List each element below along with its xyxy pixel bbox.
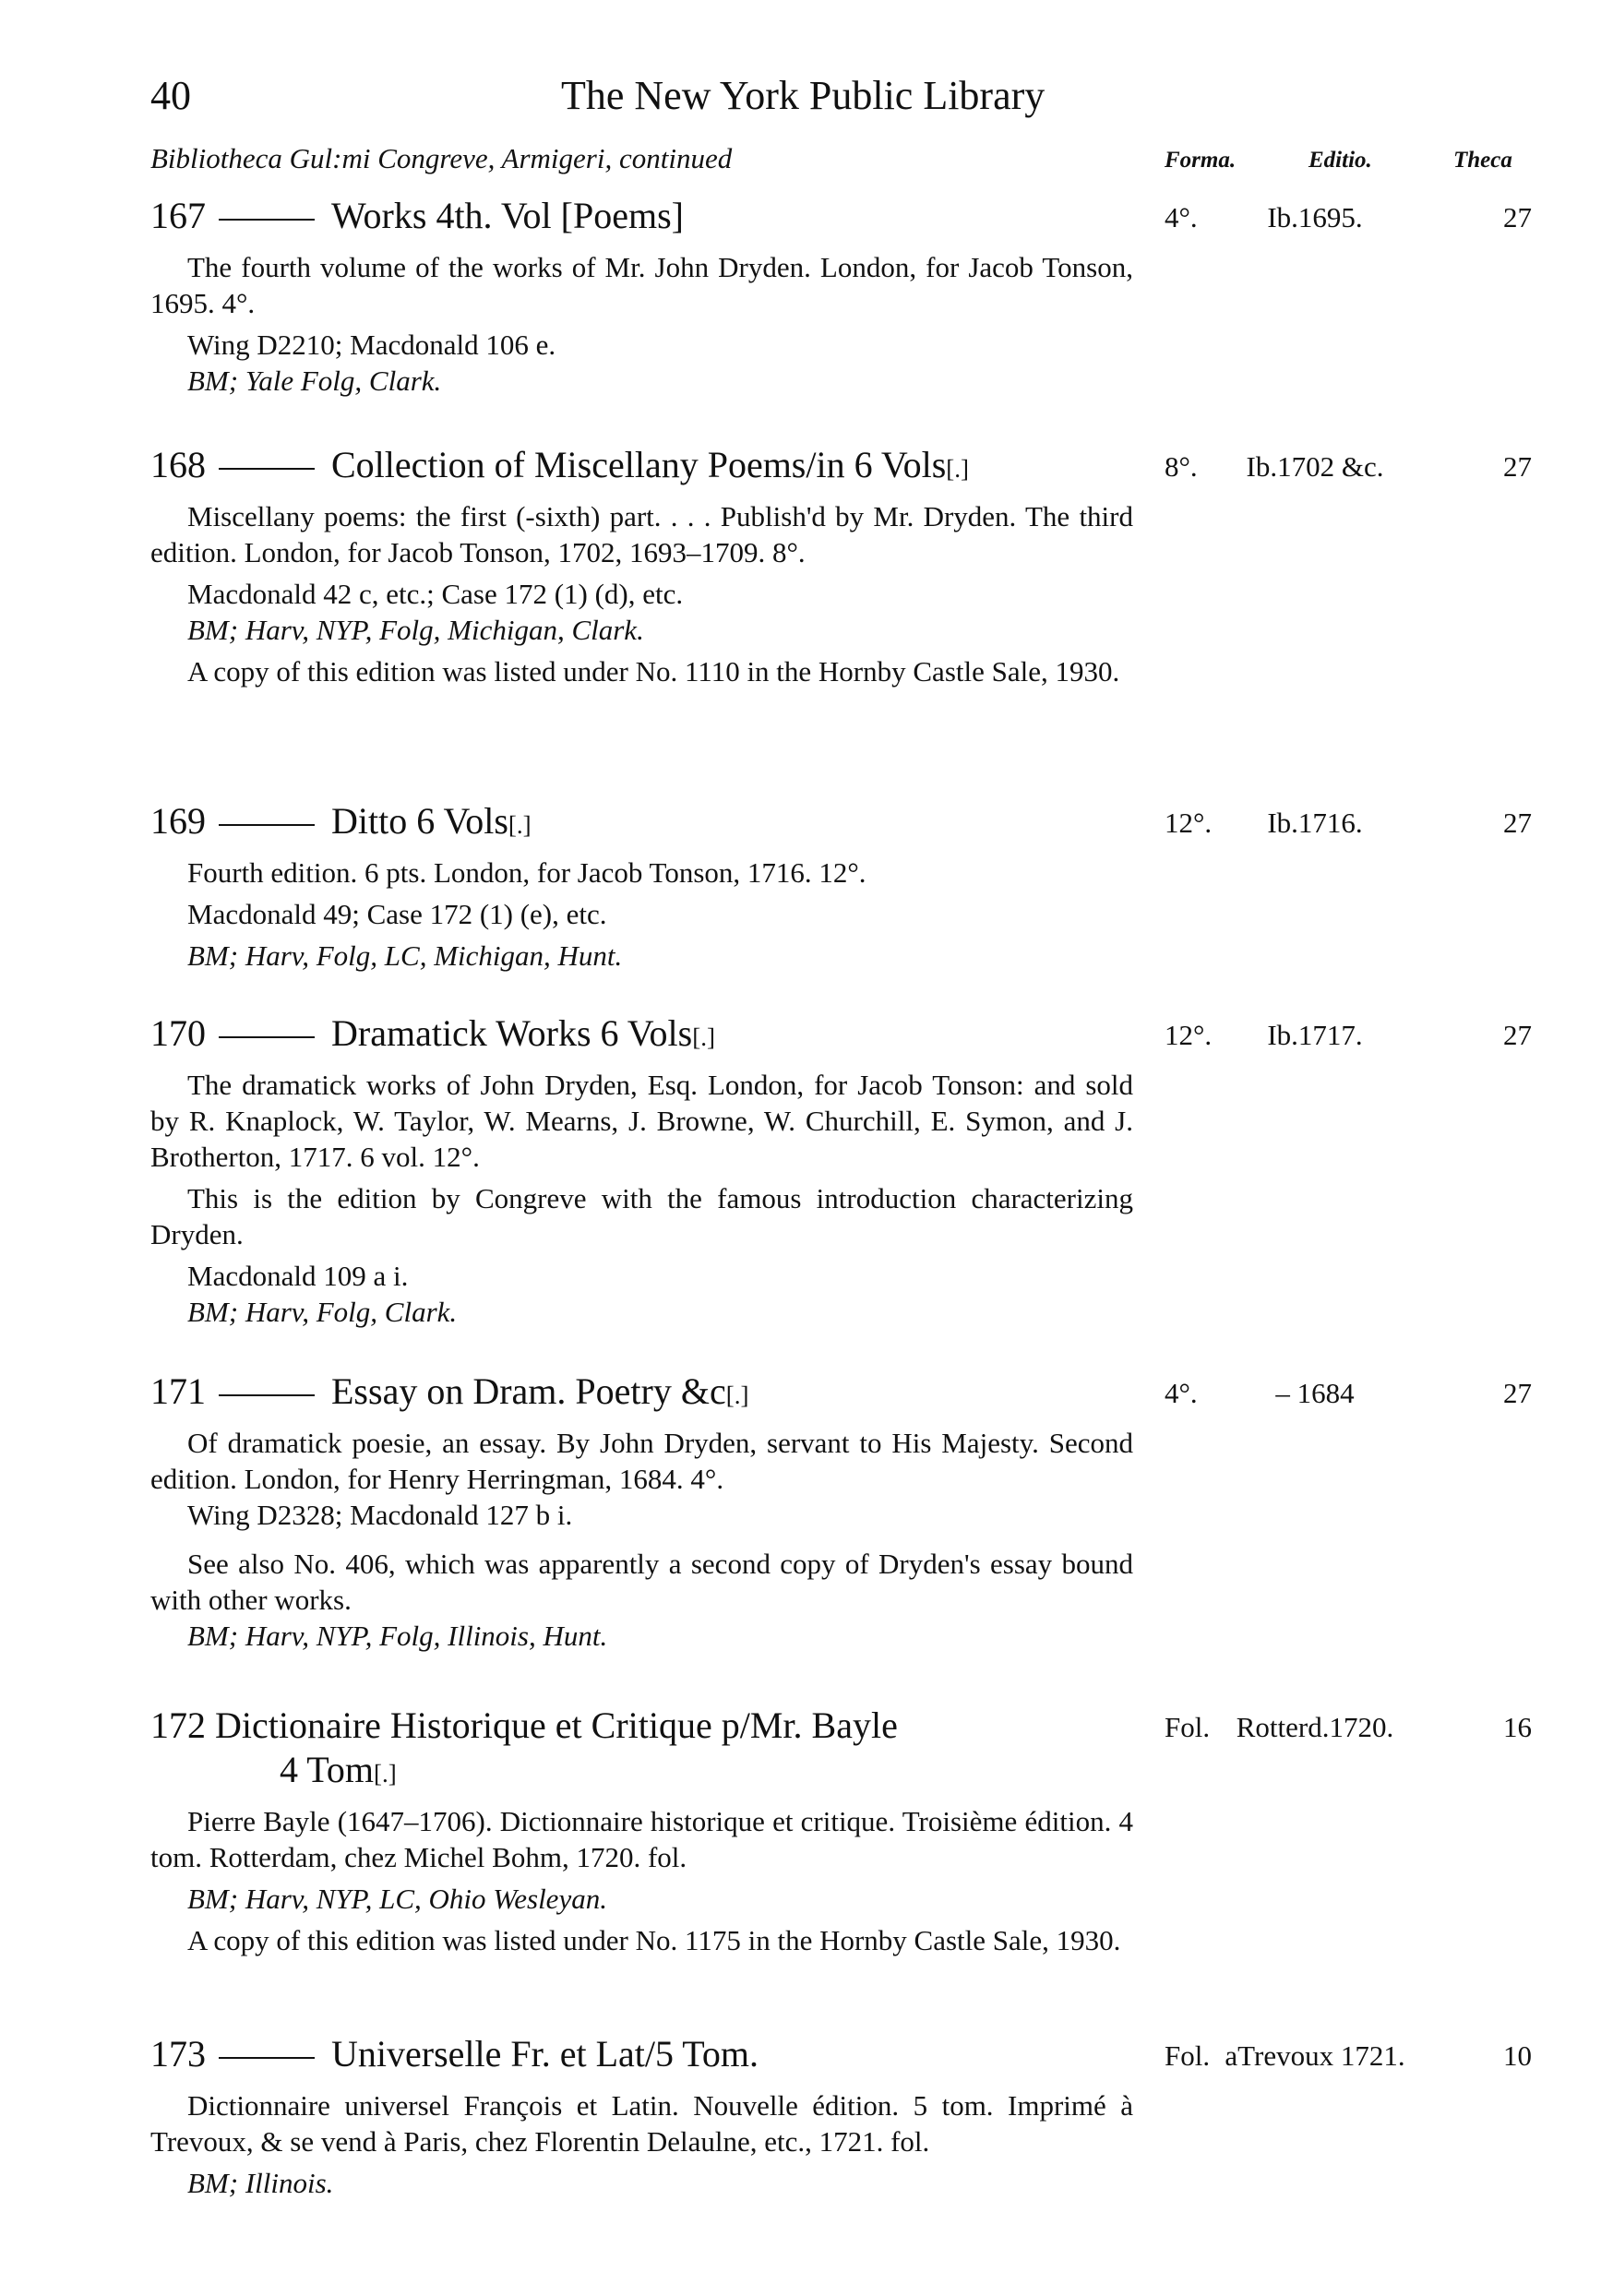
entry-number: 173: [150, 2033, 206, 2075]
entry-description: The fourth volume of the works of Mr. John Dryden. London, for Jacob Tonson, 1695. 4°.: [150, 251, 1133, 319]
entry-title-suffix: [.]: [508, 811, 532, 839]
column-header-forma: Forma.: [1165, 148, 1237, 173]
entry-theca: 27: [1503, 450, 1532, 483]
ditto-dash: [219, 2057, 315, 2059]
entry-description: The dramatick works of John Dryden, Esq. London, for Jacob Tonson: and sold by R. Knaplock, W. Taylor, W. Mearns, J. Browne, W. Churchill, E. Symon, and J. Brotherton, 1717. 6 vol. 12°.: [150, 1069, 1133, 1173]
entry-libraries: BM; Harv, NYP, Folg, Michigan, Clark.: [187, 614, 644, 646]
entry-editio: Ib.1695.: [1267, 201, 1363, 233]
entry-description: Dictionnaire universel François et Latin. Nouvelle édition. 5 tom. Imprimé à Trevoux, & se vend à Paris, chez Florentin Delaulne, etc., 1721. fol.: [150, 2089, 1133, 2158]
entry-heading: [150, 799, 1133, 847]
entry-heading: [150, 1011, 1133, 1059]
entry-title: Dictionaire Historique et Critique p/Mr. Bayle: [215, 1704, 898, 1746]
entry-number: 169: [150, 800, 206, 842]
entry-number: 168: [150, 444, 206, 485]
entry-title-suffix: [.]: [374, 1760, 397, 1788]
entry-body: [150, 2087, 1133, 2201]
entry-editio: – 1684: [1275, 1377, 1355, 1409]
entry-title: Works 4th. Vol [Poems]: [331, 195, 684, 236]
entry-forma: Fol.: [1165, 1711, 1211, 1743]
entry-description: Of dramatick poesie, an essay. By John Dryden, servant to His Majesty. Second edition. London, for Henry Herringman, 1684. 4°.: [150, 1427, 1133, 1495]
entry-note: See also No. 406, which was apparently a second copy of Dryden's essay bound with other works.: [150, 1548, 1133, 1616]
entry-forma: 8°.: [1165, 450, 1198, 483]
entry-editio: Rotterd.1720.: [1236, 1711, 1394, 1743]
entry-theca: 10: [1503, 2039, 1532, 2072]
ditto-dash: [219, 824, 315, 826]
entry-editio: Ib.1702 &c.: [1246, 450, 1384, 483]
entry-note: This is the edition by Congreve with the famous introduction characterizing Dryden.: [150, 1182, 1133, 1250]
entry-editio: aTrevoux 1721.: [1225, 2039, 1405, 2072]
entry-body: [150, 1803, 1133, 1958]
entry-forma: 12°.: [1165, 1019, 1213, 1051]
entry-theca: 27: [1503, 807, 1532, 839]
column-header-editio: Editio.: [1308, 148, 1372, 173]
entry-body: [150, 498, 1133, 689]
entry-title-suffix: [.]: [725, 1381, 749, 1409]
entry-heading: [150, 1369, 1133, 1417]
entry-note: A copy of this edition was listed under No. 1110 in the Hornby Castle Sale, 1930.: [187, 655, 1120, 688]
entry-title: Dramatick Works 6 Vols: [331, 1012, 693, 1054]
section-subhead: Bibliotheca Gul:mi Congreve, Armigeri, continued: [150, 142, 733, 174]
entry-libraries: BM; Harv, Folg, Clark.: [187, 1296, 458, 1328]
entry-theca: 27: [1503, 1019, 1532, 1051]
entry-note: A copy of this edition was listed under No. 1175 in the Hornby Castle Sale, 1930.: [187, 1924, 1121, 1956]
entry-forma: 12°.: [1165, 807, 1213, 839]
entry-libraries: BM; Illinois.: [187, 2167, 334, 2199]
entry-body: [150, 1425, 1133, 1654]
column-header-theca: Theca: [1453, 148, 1512, 173]
entry-libraries: BM; Harv, Folg, LC, Michigan, Hunt.: [187, 939, 623, 972]
entry-number: 172: [150, 1704, 206, 1746]
entry-forma: Fol.: [1165, 2039, 1211, 2072]
entry-title: Universelle Fr. et Lat/5 Tom.: [331, 2033, 759, 2075]
entry-title: Ditto 6 Vols: [331, 800, 508, 842]
entry-reference: Macdonald 49; Case 172 (1) (e), etc.: [187, 898, 607, 930]
entry-reference: Macdonald 109 a i.: [187, 1260, 409, 1292]
entry-title-suffix: [.]: [692, 1023, 715, 1051]
entry-heading: [150, 443, 1133, 491]
entry-title-suffix: [.]: [946, 455, 970, 483]
entry-theca: 27: [1503, 201, 1532, 233]
page-number: 40: [150, 73, 191, 118]
entry-libraries: BM; Harv, NYP, LC, Ohio Wesleyan.: [187, 1883, 607, 1915]
entry-editio: Ib.1716.: [1267, 807, 1363, 839]
entry-libraries: BM; Harv, NYP, Folg, Illinois, Hunt.: [187, 1620, 608, 1652]
entry-number: 170: [150, 1012, 206, 1054]
entry-description: Miscellany poems: the first (-sixth) part. . . . Publish'd by Mr. Dryden. The third edition. London, for Jacob Tonson, 1702, 1693–1709. 8°.: [150, 500, 1133, 568]
entry-theca: 16: [1503, 1711, 1532, 1743]
ditto-dash: [219, 219, 315, 221]
entry-forma: 4°.: [1165, 1377, 1198, 1409]
entry-title-continuation: 4 Tom: [280, 1749, 375, 1790]
entry-number: 171: [150, 1370, 206, 1412]
entry-description: Fourth edition. 6 pts. London, for Jacob Tonson, 1716. 12°.: [187, 856, 866, 889]
entry-body: [150, 249, 1133, 399]
entry-forma: 4°.: [1165, 201, 1198, 233]
entry-description: Pierre Bayle (1647–1706). Dictionnaire historique et critique. Troisième édition. 4 tom. Rotterdam, chez Michel Bohm, 1720. fol.: [150, 1805, 1133, 1873]
ditto-dash: [219, 468, 315, 470]
entry-libraries: BM; Yale Folg, Clark.: [187, 365, 442, 397]
entry-reference: Wing D2210; Macdonald 106 e.: [187, 329, 556, 361]
entry-number: 167: [150, 195, 206, 236]
entry-heading: [150, 1704, 1133, 1796]
entry-body: [150, 855, 1133, 974]
entry-title: Essay on Dram. Poetry &c: [331, 1370, 726, 1412]
entry-title: Collection of Miscellany Poems/in 6 Vols: [331, 444, 947, 485]
entry-heading: [150, 194, 1133, 238]
entry-reference: Macdonald 42 c, etc.; Case 172 (1) (d), etc.: [187, 578, 684, 610]
ditto-dash: [219, 1394, 315, 1396]
ditto-dash: [219, 1036, 315, 1038]
entry-heading: [150, 2032, 1133, 2076]
entry-body: [150, 1067, 1133, 1330]
entry-editio: Ib.1717.: [1267, 1019, 1363, 1051]
entry-reference: Wing D2328; Macdonald 127 b i.: [187, 1499, 573, 1531]
entry-theca: 27: [1503, 1377, 1532, 1409]
running-title: The New York Public Library: [561, 73, 1045, 118]
